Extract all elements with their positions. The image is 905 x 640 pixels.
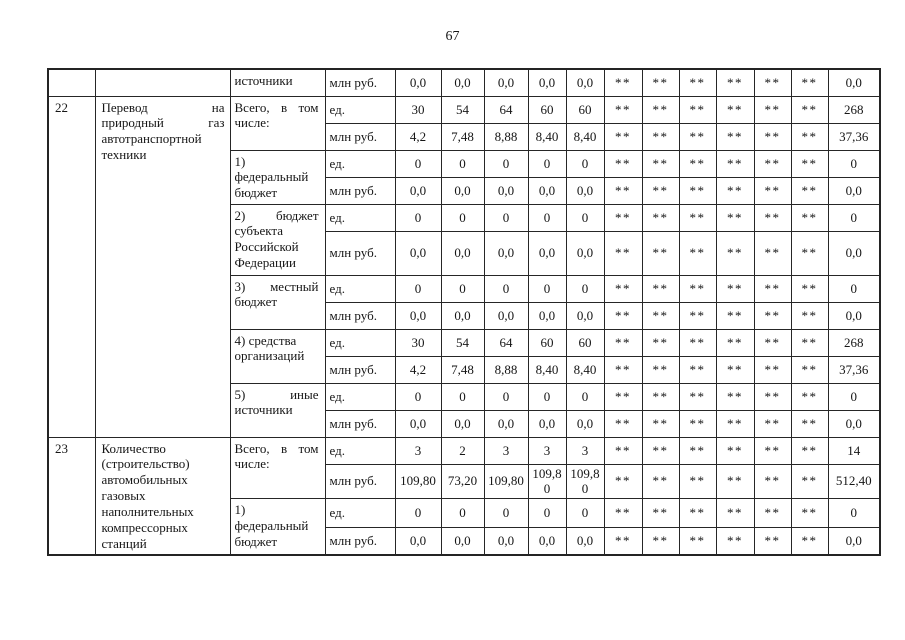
- value-cell: 0,0: [528, 69, 566, 96]
- masked-value-cell: **: [604, 69, 642, 96]
- masked-value-cell: **: [642, 383, 679, 410]
- value-cell: 0,0: [441, 302, 484, 329]
- page-number: 67: [445, 29, 460, 44]
- value-cell: 0,0: [484, 231, 528, 275]
- table-row: [48, 96, 880, 123]
- masked-value-cell: **: [642, 329, 679, 356]
- masked-value-cell: **: [754, 437, 791, 464]
- masked-value-cell: **: [791, 356, 828, 383]
- masked-value-cell: **: [716, 527, 754, 554]
- masked-value-cell: **: [679, 150, 716, 177]
- value-cell: 0,0: [528, 302, 566, 329]
- masked-value-cell: **: [679, 231, 716, 275]
- masked-value-cell: **: [791, 231, 828, 275]
- masked-value-cell: **: [754, 383, 791, 410]
- main-table: [47, 68, 881, 556]
- unit-cell: ед.: [325, 150, 395, 177]
- total-cell: 14: [828, 437, 880, 464]
- value-cell: 54: [441, 96, 484, 123]
- masked-value-cell: **: [716, 356, 754, 383]
- masked-value-cell: **: [791, 123, 828, 150]
- value-cell: 0,0: [395, 302, 441, 329]
- measure-name-cell: Перевод на природный газ автотранспортной техники: [95, 96, 230, 437]
- masked-value-cell: **: [642, 302, 679, 329]
- masked-value-cell: **: [716, 204, 754, 231]
- masked-value-cell: **: [791, 437, 828, 464]
- masked-value-cell: **: [791, 527, 828, 554]
- masked-value-cell: **: [679, 302, 716, 329]
- value-cell: 0: [566, 204, 604, 231]
- masked-value-cell: **: [642, 231, 679, 275]
- unit-cell: млн руб.: [325, 177, 395, 204]
- total-cell: 37,36: [828, 123, 880, 150]
- unit-cell: млн руб.: [325, 356, 395, 383]
- masked-value-cell: **: [754, 356, 791, 383]
- masked-value-cell: **: [604, 96, 642, 123]
- masked-value-cell: **: [791, 302, 828, 329]
- source-label-cell: 1) федеральный бюджет: [230, 499, 325, 555]
- masked-value-cell: **: [716, 464, 754, 499]
- total-cell: 37,36: [828, 356, 880, 383]
- value-cell: 64: [484, 329, 528, 356]
- masked-value-cell: **: [604, 527, 642, 554]
- value-cell: 0,0: [441, 527, 484, 554]
- value-cell: 54: [441, 329, 484, 356]
- value-cell: 0,0: [484, 302, 528, 329]
- unit-cell: млн руб.: [325, 231, 395, 275]
- row-number-cell: [48, 69, 95, 96]
- value-cell: 0: [395, 275, 441, 302]
- value-cell: 60: [566, 329, 604, 356]
- masked-value-cell: **: [604, 204, 642, 231]
- value-cell: 8,40: [566, 356, 604, 383]
- masked-value-cell: **: [679, 499, 716, 528]
- masked-value-cell: **: [604, 177, 642, 204]
- value-cell: 3: [484, 437, 528, 464]
- masked-value-cell: **: [679, 464, 716, 499]
- value-cell: 8,40: [528, 356, 566, 383]
- masked-value-cell: **: [642, 437, 679, 464]
- source-label-cell: источники: [230, 69, 325, 96]
- masked-value-cell: **: [716, 123, 754, 150]
- value-cell: 0: [395, 150, 441, 177]
- masked-value-cell: **: [679, 69, 716, 96]
- masked-value-cell: **: [791, 177, 828, 204]
- value-cell: 0,0: [566, 177, 604, 204]
- value-cell: 30: [395, 329, 441, 356]
- value-cell: 7,48: [441, 356, 484, 383]
- value-cell: 60: [528, 329, 566, 356]
- value-cell: 109,80: [566, 464, 604, 499]
- masked-value-cell: **: [679, 177, 716, 204]
- unit-cell: млн руб.: [325, 527, 395, 554]
- value-cell: 0,0: [528, 527, 566, 554]
- masked-value-cell: **: [791, 150, 828, 177]
- value-cell: 0: [528, 383, 566, 410]
- value-cell: 0: [528, 499, 566, 528]
- value-cell: 3: [566, 437, 604, 464]
- source-label-cell: 3) местный бюджет: [230, 275, 325, 329]
- masked-value-cell: **: [754, 69, 791, 96]
- masked-value-cell: **: [604, 464, 642, 499]
- masked-value-cell: **: [679, 123, 716, 150]
- source-label-cell: 2) бюджет субъекта Российской Федерации: [230, 204, 325, 275]
- masked-value-cell: **: [679, 356, 716, 383]
- value-cell: 0,0: [484, 69, 528, 96]
- value-cell: 0,0: [441, 69, 484, 96]
- value-cell: 30: [395, 96, 441, 123]
- value-cell: 0,0: [484, 410, 528, 437]
- value-cell: 0,0: [566, 69, 604, 96]
- row-number-cell: 22: [48, 96, 95, 437]
- masked-value-cell: **: [754, 302, 791, 329]
- value-cell: 60: [528, 96, 566, 123]
- masked-value-cell: **: [716, 302, 754, 329]
- value-cell: 0: [395, 499, 441, 528]
- total-cell: 0: [828, 275, 880, 302]
- source-label-cell: Всего, в том числе:: [230, 437, 325, 499]
- masked-value-cell: **: [642, 527, 679, 554]
- value-cell: 3: [528, 437, 566, 464]
- masked-value-cell: **: [754, 527, 791, 554]
- value-cell: 8,40: [566, 123, 604, 150]
- value-cell: 0: [395, 204, 441, 231]
- masked-value-cell: **: [604, 231, 642, 275]
- value-cell: 0: [484, 150, 528, 177]
- masked-value-cell: **: [754, 96, 791, 123]
- masked-value-cell: **: [679, 204, 716, 231]
- value-cell: 0: [395, 383, 441, 410]
- total-cell: 0: [828, 204, 880, 231]
- masked-value-cell: **: [791, 204, 828, 231]
- value-cell: 0,0: [566, 410, 604, 437]
- masked-value-cell: **: [791, 383, 828, 410]
- value-cell: 0,0: [566, 231, 604, 275]
- masked-value-cell: **: [604, 410, 642, 437]
- masked-value-cell: **: [604, 275, 642, 302]
- value-cell: 64: [484, 96, 528, 123]
- value-cell: 0,0: [528, 177, 566, 204]
- measure-name-cell: Количество (строительство) автомобильных газовых наполнительных компрессорных станций: [95, 437, 230, 555]
- value-cell: 0: [441, 383, 484, 410]
- total-cell: 512,40: [828, 464, 880, 499]
- masked-value-cell: **: [679, 329, 716, 356]
- total-cell: 0,0: [828, 527, 880, 554]
- value-cell: 0: [484, 499, 528, 528]
- value-cell: 0: [441, 204, 484, 231]
- masked-value-cell: **: [716, 437, 754, 464]
- masked-value-cell: **: [642, 204, 679, 231]
- value-cell: 109,80: [395, 464, 441, 499]
- masked-value-cell: **: [754, 410, 791, 437]
- value-cell: 0,0: [566, 527, 604, 554]
- masked-value-cell: **: [716, 329, 754, 356]
- masked-value-cell: **: [716, 96, 754, 123]
- source-label-cell: 1) федеральный бюджет: [230, 150, 325, 204]
- value-cell: 0,0: [395, 69, 441, 96]
- masked-value-cell: **: [642, 69, 679, 96]
- table-row: [48, 69, 880, 96]
- masked-value-cell: **: [754, 499, 791, 528]
- value-cell: 0,0: [441, 231, 484, 275]
- value-cell: 0: [484, 275, 528, 302]
- table-body: [48, 69, 880, 555]
- value-cell: 0,0: [441, 410, 484, 437]
- masked-value-cell: **: [679, 96, 716, 123]
- value-cell: 0,0: [566, 302, 604, 329]
- total-cell: 0,0: [828, 231, 880, 275]
- masked-value-cell: **: [716, 150, 754, 177]
- value-cell: 0: [484, 204, 528, 231]
- masked-value-cell: **: [716, 410, 754, 437]
- total-cell: 0,0: [828, 177, 880, 204]
- value-cell: 4,2: [395, 123, 441, 150]
- masked-value-cell: **: [754, 177, 791, 204]
- masked-value-cell: **: [791, 329, 828, 356]
- value-cell: 0,0: [484, 527, 528, 554]
- value-cell: 0: [566, 383, 604, 410]
- total-cell: 0,0: [828, 302, 880, 329]
- value-cell: 0: [528, 204, 566, 231]
- total-cell: 0,0: [828, 410, 880, 437]
- value-cell: 8,40: [528, 123, 566, 150]
- unit-cell: млн руб.: [325, 410, 395, 437]
- value-cell: 8,88: [484, 123, 528, 150]
- masked-value-cell: **: [679, 527, 716, 554]
- unit-cell: ед.: [325, 329, 395, 356]
- value-cell: 0: [528, 150, 566, 177]
- masked-value-cell: **: [791, 275, 828, 302]
- masked-value-cell: **: [604, 329, 642, 356]
- unit-cell: млн руб.: [325, 302, 395, 329]
- value-cell: 0,0: [528, 231, 566, 275]
- masked-value-cell: **: [754, 231, 791, 275]
- masked-value-cell: **: [716, 231, 754, 275]
- masked-value-cell: **: [642, 275, 679, 302]
- masked-value-cell: **: [642, 499, 679, 528]
- value-cell: 0,0: [395, 231, 441, 275]
- masked-value-cell: **: [716, 383, 754, 410]
- measure-name-cell: [95, 69, 230, 96]
- value-cell: 0: [528, 275, 566, 302]
- value-cell: 7,48: [441, 123, 484, 150]
- value-cell: 60: [566, 96, 604, 123]
- source-label-cell: 5) иные источники: [230, 383, 325, 437]
- masked-value-cell: **: [642, 356, 679, 383]
- total-cell: 0: [828, 150, 880, 177]
- value-cell: 109,80: [528, 464, 566, 499]
- value-cell: 73,20: [441, 464, 484, 499]
- masked-value-cell: **: [716, 499, 754, 528]
- masked-value-cell: **: [679, 383, 716, 410]
- masked-value-cell: **: [604, 302, 642, 329]
- masked-value-cell: **: [791, 96, 828, 123]
- masked-value-cell: **: [642, 123, 679, 150]
- masked-value-cell: **: [642, 177, 679, 204]
- total-cell: 0: [828, 383, 880, 410]
- value-cell: 0: [566, 275, 604, 302]
- unit-cell: ед.: [325, 499, 395, 528]
- masked-value-cell: **: [604, 383, 642, 410]
- masked-value-cell: **: [754, 204, 791, 231]
- masked-value-cell: **: [604, 123, 642, 150]
- value-cell: 109,80: [484, 464, 528, 499]
- value-cell: 0: [441, 150, 484, 177]
- masked-value-cell: **: [642, 410, 679, 437]
- total-cell: 268: [828, 329, 880, 356]
- masked-value-cell: **: [754, 150, 791, 177]
- masked-value-cell: **: [604, 356, 642, 383]
- masked-value-cell: **: [604, 499, 642, 528]
- unit-cell: ед.: [325, 275, 395, 302]
- value-cell: 0: [484, 383, 528, 410]
- masked-value-cell: **: [754, 464, 791, 499]
- value-cell: 0: [566, 150, 604, 177]
- masked-value-cell: **: [791, 499, 828, 528]
- source-label-cell: Всего, в том числе:: [230, 96, 325, 150]
- value-cell: 3: [395, 437, 441, 464]
- source-label-cell: 4) средства организаций: [230, 329, 325, 383]
- masked-value-cell: **: [642, 464, 679, 499]
- value-cell: 0,0: [395, 177, 441, 204]
- value-cell: 0,0: [528, 410, 566, 437]
- value-cell: 0: [441, 275, 484, 302]
- masked-value-cell: **: [679, 437, 716, 464]
- unit-cell: ед.: [325, 437, 395, 464]
- value-cell: 8,88: [484, 356, 528, 383]
- masked-value-cell: **: [604, 437, 642, 464]
- masked-value-cell: **: [604, 150, 642, 177]
- masked-value-cell: **: [754, 329, 791, 356]
- masked-value-cell: **: [679, 410, 716, 437]
- total-cell: 268: [828, 96, 880, 123]
- unit-cell: ед.: [325, 383, 395, 410]
- masked-value-cell: **: [754, 275, 791, 302]
- value-cell: 0,0: [395, 527, 441, 554]
- value-cell: 0,0: [395, 410, 441, 437]
- total-cell: 0,0: [828, 69, 880, 96]
- masked-value-cell: **: [679, 275, 716, 302]
- value-cell: 2: [441, 437, 484, 464]
- masked-value-cell: **: [716, 275, 754, 302]
- row-number-cell: 23: [48, 437, 95, 555]
- masked-value-cell: **: [791, 410, 828, 437]
- value-cell: 0,0: [441, 177, 484, 204]
- unit-cell: млн руб.: [325, 69, 395, 96]
- total-cell: 0: [828, 499, 880, 528]
- value-cell: 4,2: [395, 356, 441, 383]
- unit-cell: ед.: [325, 204, 395, 231]
- value-cell: 0,0: [484, 177, 528, 204]
- unit-cell: млн руб.: [325, 123, 395, 150]
- table-row: [48, 437, 880, 464]
- masked-value-cell: **: [716, 177, 754, 204]
- masked-value-cell: **: [716, 69, 754, 96]
- masked-value-cell: **: [642, 150, 679, 177]
- unit-cell: ед.: [325, 96, 395, 123]
- masked-value-cell: **: [791, 464, 828, 499]
- masked-value-cell: **: [642, 96, 679, 123]
- value-cell: 0: [566, 499, 604, 528]
- masked-value-cell: **: [754, 123, 791, 150]
- value-cell: 0: [441, 499, 484, 528]
- unit-cell: млн руб.: [325, 464, 395, 499]
- masked-value-cell: **: [791, 69, 828, 96]
